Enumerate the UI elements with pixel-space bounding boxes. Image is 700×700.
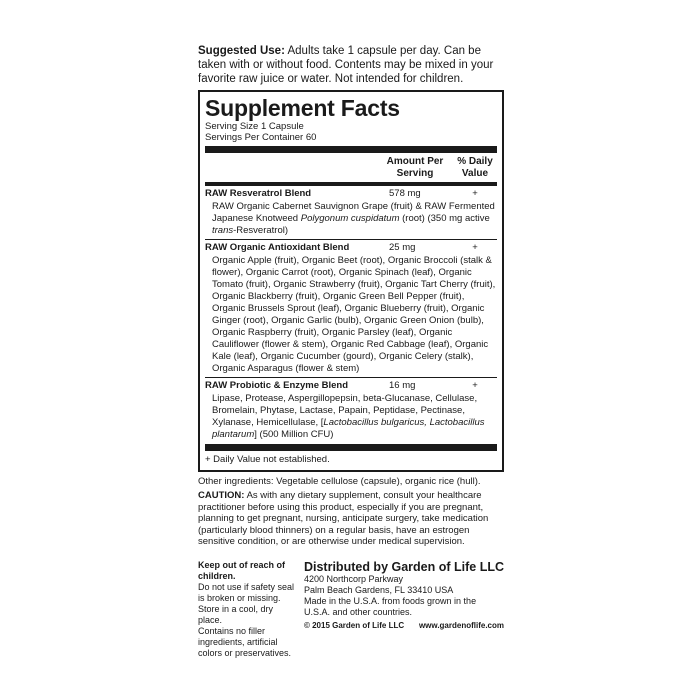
supplement-label	[198, 44, 504, 659]
desc-italic: Lactobacillus bulgaricus, Lactobacillus plantarum	[212, 417, 485, 440]
blend-name: RAW Organic Antioxidant Blend	[205, 242, 350, 253]
suggested-use-heading: Suggested Use:	[198, 45, 285, 57]
medium-divider	[205, 182, 497, 186]
blend-amount: 578 mg	[389, 188, 421, 199]
row-divider	[205, 377, 497, 378]
blend-row-probiotic	[205, 380, 497, 392]
address-line-1: 4200 Northcorp Parkway	[303, 573, 404, 584]
address-line-2: Palm Beach Gardens, FL 33410 USA	[303, 584, 454, 595]
made-in-note: Made in the U.S.A. from foods grown in the U.S.A. and other countries.	[303, 595, 477, 617]
desc-text: -Resveratrol)	[233, 225, 289, 236]
supplement-facts-panel	[198, 90, 504, 472]
blend-name: RAW Probiotic & Enzyme Blend	[205, 380, 349, 391]
blend-row-resveratrol	[205, 188, 497, 200]
row-divider	[205, 239, 497, 240]
blend-row-antioxidant	[205, 242, 497, 254]
serving-size: Serving Size 1 Capsule	[205, 121, 304, 132]
thick-divider	[205, 444, 497, 451]
blend-name: RAW Resveratrol Blend	[205, 188, 312, 199]
blend-dv: +	[472, 380, 478, 391]
blend-dv: +	[472, 242, 478, 253]
blend-amount: 16 mg	[389, 380, 416, 391]
desc-text: Lipase, Protease, Aspergillopepsin, beta-Glucanase, Cellulase, Bromelain, Phytase, Lactase, Papain, Peptidase, Pectinase, Xylanase, Hemicellulase, [	[212, 393, 478, 428]
suggested-use-text: Adults take 1 capsule per day. Can be taken with or without food. Contents may be mixed in your favorite raw juice or water. Not intended for children.	[198, 45, 494, 85]
other-ingredients: Other ingredients: Vegetable cellulose (capsule), organic rice (hull).	[198, 476, 481, 487]
distributor-heading: Distributed by Garden of Life LLC	[303, 559, 504, 574]
keep-out-heading: Keep out of reach of children.	[198, 559, 286, 581]
blend-description	[205, 201, 497, 237]
desc-text: ] (500 Million CFU)	[254, 429, 334, 440]
amount-per-serving-header: Amount Per Serving	[386, 156, 444, 179]
copyright: © 2015 Garden of Life LLC	[303, 620, 405, 630]
thick-divider	[205, 146, 497, 153]
label-footer	[304, 620, 504, 631]
suggested-use	[198, 44, 504, 86]
filler-note: Contains no filler ingredients, artificial colors or preservatives.	[198, 625, 292, 658]
bottom-section	[198, 560, 504, 659]
storage-note: Store in a cool, dry place.	[198, 603, 274, 625]
facts-title: Supplement Facts	[205, 95, 400, 121]
desc-text: RAW Organic Cabernet Sauvignon Grape (fruit) & RAW Fermented Japanese Knotweed	[212, 201, 495, 224]
desc-italic: trans	[212, 225, 234, 236]
safety-seal-note: Do not use if safety seal is broken or missing.	[198, 581, 295, 603]
storage-info	[198, 560, 296, 659]
blend-amount: 25 mg	[389, 242, 416, 253]
servings-per-container: Servings Per Container 60	[205, 132, 317, 143]
caution-text	[198, 490, 504, 548]
distributor-info	[296, 560, 504, 659]
desc-italic: Polygonum cuspidatum	[300, 213, 400, 224]
desc-text: (root) (350 mg active	[399, 213, 490, 224]
blend-dv: +	[472, 188, 478, 199]
caution-body: As with any dietary supplement, consult your healthcare practitioner before using this product, especially if you are pregnant, planning to get pregnant, nursing, anticipate surgery, take medication (particularly blood thinners) on a regular basis, have an estrogen sensitive condition, or are otherwise under medical supervision.	[198, 490, 489, 547]
daily-value-footnote: + Daily Value not established.	[205, 454, 330, 465]
facts-column-header	[205, 156, 497, 180]
caution-heading: CAUTION:	[198, 490, 245, 501]
blend-description: Organic Apple (fruit), Organic Beet (root), Organic Broccoli (stalk & flower), Organic Carrot (root), Organic Spinach (leaf), Organic Tomato (fruit), Organic Strawberry (fruit), Organic Tart Cherry (fruit), Organic Blackberry (fruit), Organic Green Bell Pepper (fruit), Organic Brussels Sprout (leaf), Organic Blueberry (fruit), Organic Ginger (root), Organic Garlic (bulb), Organic Green Onion (bulb), Organic Raspberry (fruit), Organic Parsley (leaf), Organic Cauliflower (flower & stem), Organic Red Cabbage (leaf), Organic Kale (leaf), Organic Cucumber (gourd), Organic Celery (stalk), Organic Asparagus (flower & stem)	[212, 255, 496, 374]
blend-description	[205, 393, 497, 441]
daily-value-header: % Daily Value	[457, 156, 493, 179]
website: www.gardenoflife.com	[418, 620, 504, 630]
